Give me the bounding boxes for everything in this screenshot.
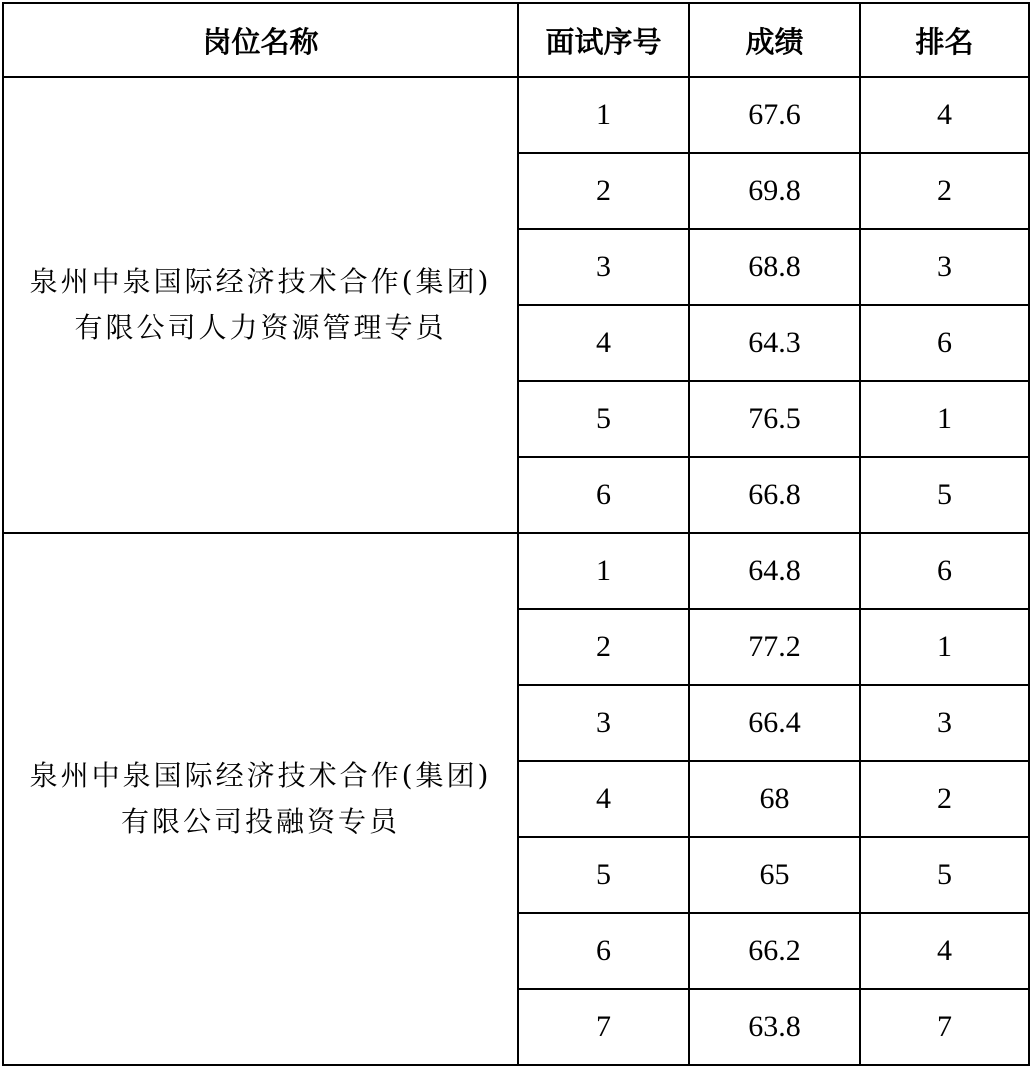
- rank-cell: 3: [860, 229, 1029, 305]
- seq-cell: 3: [518, 685, 689, 761]
- rank-cell: 6: [860, 533, 1029, 609]
- rank-cell: 1: [860, 609, 1029, 685]
- score-cell: 69.8: [689, 153, 860, 229]
- score-cell: 68: [689, 761, 860, 837]
- score-table: [2, 2, 1030, 1066]
- table-row: [3, 77, 1029, 153]
- header-position: 岗位名称: [3, 3, 518, 77]
- seq-cell: 2: [518, 153, 689, 229]
- score-cell: 68.8: [689, 229, 860, 305]
- seq-cell: 4: [518, 305, 689, 381]
- position-name-line: 有限公司人力资源管理专员: [74, 311, 447, 344]
- position-name-line: 泉州中泉国际经济技术合作(集团): [29, 265, 492, 298]
- seq-cell: 1: [518, 533, 689, 609]
- score-cell: 66.8: [689, 457, 860, 533]
- score-cell: 76.5: [689, 381, 860, 457]
- seq-cell: 5: [518, 837, 689, 913]
- rank-cell: 3: [860, 685, 1029, 761]
- header-seq: 面试序号: [518, 3, 689, 77]
- table-row: [3, 533, 1029, 609]
- seq-cell: 6: [518, 913, 689, 989]
- score-cell: 64.8: [689, 533, 860, 609]
- rank-cell: 4: [860, 913, 1029, 989]
- score-cell: 66.2: [689, 913, 860, 989]
- seq-cell: 6: [518, 457, 689, 533]
- seq-cell: 2: [518, 609, 689, 685]
- seq-cell: 7: [518, 989, 689, 1065]
- rank-cell: 1: [860, 381, 1029, 457]
- position-name-cell: [3, 77, 518, 533]
- score-cell: 64.3: [689, 305, 860, 381]
- rank-cell: 5: [860, 837, 1029, 913]
- rank-cell: 4: [860, 77, 1029, 153]
- seq-cell: 3: [518, 229, 689, 305]
- rank-cell: 6: [860, 305, 1029, 381]
- header-rank: 排名: [860, 3, 1029, 77]
- rank-cell: 7: [860, 989, 1029, 1065]
- rank-cell: 5: [860, 457, 1029, 533]
- header-row: [3, 3, 1029, 77]
- score-cell: 77.2: [689, 609, 860, 685]
- position-name-line: 泉州中泉国际经济技术合作(集团): [29, 759, 492, 792]
- seq-cell: 4: [518, 761, 689, 837]
- seq-cell: 1: [518, 77, 689, 153]
- position-name-line: 有限公司投融资专员: [120, 805, 400, 838]
- score-cell: 65: [689, 837, 860, 913]
- rank-cell: 2: [860, 761, 1029, 837]
- seq-cell: 5: [518, 381, 689, 457]
- score-cell: 66.4: [689, 685, 860, 761]
- header-score: 成绩: [689, 3, 860, 77]
- score-cell: 63.8: [689, 989, 860, 1065]
- position-name-cell: [3, 533, 518, 1065]
- score-cell: 67.6: [689, 77, 860, 153]
- rank-cell: 2: [860, 153, 1029, 229]
